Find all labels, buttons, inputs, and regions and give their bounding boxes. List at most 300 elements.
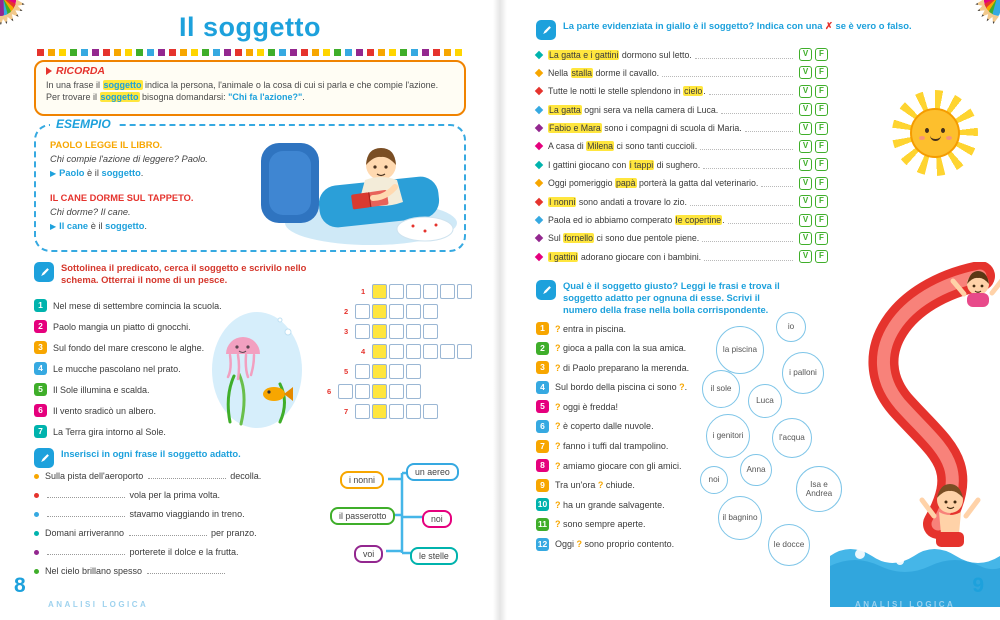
answer-blank[interactable] (148, 470, 226, 479)
sentence-item (34, 425, 239, 438)
text-segment: sono sempre aperte. (560, 519, 646, 530)
sun-cheek (919, 136, 925, 140)
grid-cell[interactable] (389, 304, 404, 319)
grid-cell[interactable] (457, 284, 472, 299)
vero-checkbox[interactable]: V (799, 232, 812, 245)
true-false-item (536, 122, 828, 135)
highlighted-text: I nonni (549, 196, 576, 207)
example-sentence-2: IL CANE DORME SUL TAPPETO. (50, 192, 194, 203)
exercise2-instruction: Inserisci in ogni frase il soggetto adatto. (61, 448, 241, 459)
esempio-text (50, 139, 255, 234)
falso-checkbox[interactable]: F (815, 140, 828, 153)
grid-cell[interactable] (389, 344, 404, 359)
exercise4-instruction: Qual è il soggetto giusto? Leggi le frasi e trova il soggetto adatto per ognuna di esse. Scrivi il numero della frase nella bolla corrispondente. (563, 280, 780, 316)
exercise1-instruction: Sottolinea il predicato, cerca il soggetto e scrivilo nello schema. Otterrai il nome di un pesce. (61, 262, 307, 286)
text-segment: oggi è fredda! (560, 401, 619, 412)
text-segment: Paola ed io abbiamo comperato (548, 215, 675, 226)
star-bullet-icon (535, 105, 543, 113)
subject-word-map (330, 455, 475, 573)
text-segment: ? (597, 480, 604, 491)
answer-blank[interactable] (47, 546, 125, 555)
dotted-leader (695, 51, 793, 59)
bullet-icon (34, 531, 39, 536)
esempio-box (34, 117, 466, 252)
answer-bubble[interactable]: Anna (740, 454, 772, 486)
text-segment: ? (576, 539, 583, 550)
text-segment: sono proprio contento. (582, 539, 675, 550)
sentence-text (555, 461, 682, 471)
text-segment: ci sono tanti cuccioli. (614, 141, 698, 152)
text-segment: se è vero o falso. (832, 20, 912, 31)
true-false-item (536, 85, 828, 98)
grid-cell[interactable] (406, 344, 421, 359)
true-false-item (536, 250, 828, 263)
text-segment: vola per la prima volta. (127, 490, 221, 500)
grid-cell[interactable] (406, 384, 421, 399)
answer-bubble[interactable]: il sole (702, 370, 740, 408)
pencil-exercise-icon (536, 280, 556, 300)
text-segment: ? (555, 323, 561, 334)
sentence-number-badge: 1 (536, 322, 549, 335)
exercise1-sentences (34, 299, 239, 446)
dotted-leader (702, 234, 793, 242)
grid-cell[interactable] (440, 344, 455, 359)
text-segment: . (140, 168, 144, 179)
text-segment: "Chi fa l'azione?" (228, 92, 303, 103)
star-bullet-icon (535, 142, 543, 150)
answer-blank[interactable] (47, 508, 125, 517)
decorative-squares-row (37, 49, 463, 56)
highlighted-text: La gatta e i gattini (549, 49, 619, 60)
answer-bubble[interactable]: le docce (768, 524, 810, 566)
arrow-icon: ▶ (50, 169, 57, 179)
fill-in-sentence (34, 546, 329, 559)
sun-smile (930, 135, 941, 141)
grid-cell[interactable] (406, 364, 421, 379)
grid-cell[interactable] (423, 344, 438, 359)
true-false-item (536, 66, 828, 79)
vero-checkbox[interactable]: V (799, 140, 812, 153)
sentence-text (45, 470, 261, 483)
text-segment: ? (555, 499, 561, 510)
falso-checkbox[interactable]: F (815, 250, 828, 263)
falso-checkbox[interactable]: F (815, 48, 828, 61)
text-segment: soggetto (100, 92, 139, 103)
sentence-text: Sul fondo del mare crescono le alghe. (53, 342, 205, 353)
underwater-illustration (210, 302, 305, 432)
fill-in-sentence (34, 565, 329, 578)
sentence-number-badge: 3 (34, 341, 47, 354)
text-segment: è coperto dalle nuvole. (560, 421, 654, 432)
esempio-label: ESEMPIO (50, 117, 117, 131)
sentence-item (34, 299, 239, 312)
text-segment: indica la persona, l'animale o la cosa di cui si parla e che compie l'azione. Per trovare il (46, 80, 439, 103)
star-bullet-icon (535, 216, 543, 224)
falso-checkbox[interactable]: F (815, 195, 828, 208)
star-bullet-icon (535, 50, 543, 58)
sentence-text (548, 141, 697, 151)
sentence-number-badge: 6 (34, 404, 47, 417)
grid-row-number: 7 (344, 407, 349, 416)
falso-checkbox[interactable]: F (815, 214, 828, 227)
answer-bubble[interactable]: l'acqua (772, 418, 812, 458)
exercise3-header (536, 20, 982, 40)
pencil-exercise-icon (536, 20, 556, 40)
text-segment: Nel cielo brillano spesso (45, 566, 145, 576)
subject-word-option[interactable]: il passerotto (330, 507, 395, 525)
grid-cell-highlight[interactable] (372, 404, 387, 419)
exercise2-sentences (34, 470, 329, 584)
vero-checkbox[interactable]: V (799, 48, 812, 61)
sentence-number-badge: 5 (34, 383, 47, 396)
ricorda-label-text: RICORDA (56, 65, 105, 77)
star-bullet-icon (535, 197, 543, 205)
subject-word-option[interactable]: un aereo (406, 463, 459, 481)
answer-bubble[interactable]: i palloni (782, 352, 824, 394)
sentence-text (555, 363, 689, 373)
text-segment: Oggi (555, 539, 577, 550)
fill-in-sentence (34, 489, 329, 502)
answer-bubble[interactable]: i genitori (706, 414, 750, 458)
sentence-number-badge: 6 (536, 420, 549, 433)
text-segment: Il cane (59, 220, 89, 231)
sentence-number-badge: 2 (536, 342, 549, 355)
grid-cell[interactable] (423, 324, 438, 339)
sun-illustration (892, 90, 978, 176)
example-answer-1-text (59, 168, 143, 178)
text-segment: amiamo giocare con gli amici. (560, 460, 682, 471)
sentence-number-badge: 8 (536, 459, 549, 472)
sentence-text: La Terra gira intorno al Sole. (53, 426, 166, 437)
text-segment: ogni sera va nella camera di Luca. (581, 104, 719, 115)
arrow-icon: ▶ (50, 221, 57, 231)
footer-section-title-left: ANALISI LOGICA (48, 600, 149, 609)
sentence-number-badge: 4 (536, 381, 549, 394)
falso-checkbox[interactable]: F (815, 85, 828, 98)
true-false-item (536, 177, 828, 190)
highlighted-text: stalla (571, 67, 593, 78)
dotted-leader (700, 142, 793, 150)
grid-cell[interactable] (389, 364, 404, 379)
sentence-text (45, 508, 245, 521)
text-segment: ✗ (825, 20, 833, 31)
text-segment: . (144, 220, 148, 231)
grid-cell[interactable] (423, 304, 438, 319)
page-right (500, 0, 1000, 620)
bullet-icon (34, 569, 39, 574)
answer-bubble[interactable]: Isa e Andrea (796, 466, 842, 512)
sentence-text: Le mucche pascolano nel prato. (53, 363, 181, 374)
text-segment: chiude. (603, 480, 635, 491)
text-segment: ha un grande salvagente. (560, 499, 665, 510)
bullet-icon (34, 512, 39, 517)
grid-cell[interactable] (389, 324, 404, 339)
subject-word-option[interactable]: le stelle (410, 547, 458, 565)
text-segment: per pranzo. (208, 528, 257, 538)
grid-cell[interactable] (406, 324, 421, 339)
crossword-grid (327, 284, 474, 424)
true-false-item (536, 140, 828, 153)
exercise3-instruction (563, 20, 912, 32)
sentence-text (548, 105, 718, 115)
sentence-text (555, 539, 674, 549)
highlighted-text: Milena (587, 141, 614, 152)
vero-checkbox[interactable]: V (799, 85, 812, 98)
text-segment: gioca a palla con la sua amica. (560, 343, 687, 354)
star-bullet-icon (535, 161, 543, 169)
text-segment: sono andati a trovare lo zio. (576, 196, 687, 207)
answer-bubble[interactable]: noi (700, 466, 728, 494)
text-segment: . (302, 92, 305, 103)
sentence-text (548, 215, 725, 225)
text-segment: sono i compagni di scuola di Maria. (601, 123, 742, 134)
text-segment: di sughero. (654, 159, 701, 170)
text-segment: ? (555, 421, 561, 432)
page-number-right: 9 (972, 574, 984, 597)
grid-row-number: 5 (344, 367, 349, 376)
pencil-exercise-icon (34, 262, 54, 282)
text-segment: Sulla pista dell'aeroporto (45, 471, 146, 481)
fill-in-sentence (34, 527, 329, 540)
dotted-leader (721, 106, 793, 114)
vero-checkbox[interactable]: V (799, 177, 812, 190)
sentence-text (548, 178, 758, 188)
example-question-1: Chi compie l'azione di leggere? Paolo. (50, 154, 208, 165)
text-segment: dorme il cavallo. (593, 67, 660, 78)
text-segment: Nella (548, 67, 571, 78)
falso-checkbox[interactable]: F (815, 158, 828, 171)
text-segment: Oggi pomeriggio (548, 178, 615, 189)
sentence-text (45, 527, 257, 540)
grid-cell[interactable] (355, 384, 370, 399)
answer-blank[interactable] (147, 565, 225, 574)
grid-cell[interactable] (423, 404, 438, 419)
sentence-text (555, 382, 687, 392)
sun-eye (925, 128, 929, 133)
text-segment: Sul (548, 233, 564, 244)
dotted-leader (745, 124, 793, 132)
vero-checkbox[interactable]: V (799, 250, 812, 263)
text-segment: ? (555, 362, 561, 373)
star-bullet-icon (535, 87, 543, 95)
bullet-icon (34, 474, 39, 479)
grid-cell[interactable] (423, 284, 438, 299)
sentence-text: Il vento sradicò un albero. (53, 405, 157, 416)
sentence-number-badge: 2 (34, 320, 47, 333)
star-bullet-icon (535, 179, 543, 187)
text-segment: è il (88, 220, 106, 231)
bullet-icon (34, 550, 39, 555)
dotted-leader (703, 161, 793, 169)
text-segment: è il (84, 168, 102, 179)
highlighted-text: i tappi (629, 159, 654, 170)
dotted-leader (662, 69, 793, 77)
highlighted-text: fornello (564, 233, 594, 244)
sentence-item (34, 320, 239, 333)
sentence-text (555, 343, 686, 353)
highlighted-text: Fabio e Mara (549, 123, 601, 134)
text-segment: porterete il dolce e la frutta. (127, 547, 239, 557)
vero-checkbox[interactable]: V (799, 214, 812, 227)
text-segment: soggetto (105, 220, 145, 231)
subject-word-option[interactable]: noi (422, 510, 452, 528)
sentence-number-badge: 5 (536, 400, 549, 413)
dotted-leader (690, 198, 793, 206)
sentence-text (555, 324, 626, 334)
bookmark-icon (46, 67, 52, 75)
highlighted-text: le copertine (675, 215, 722, 226)
text-segment: Tutte le notti le stelle splendono in (548, 86, 684, 97)
sentence-text (555, 421, 654, 431)
vero-checkbox[interactable]: V (799, 158, 812, 171)
text-segment: soggetto (101, 168, 141, 179)
sentence-text: Il Sole illumina e scalda. (53, 384, 150, 395)
subject-word-option[interactable]: voi (354, 545, 383, 563)
text-segment: . (722, 215, 725, 226)
grid-cell[interactable] (440, 284, 455, 299)
highlighted-text: cielo (684, 86, 703, 97)
grid-cell-highlight[interactable] (372, 324, 387, 339)
grid-cell[interactable] (355, 324, 370, 339)
sentence-text (548, 252, 701, 262)
grid-cell[interactable] (406, 304, 421, 319)
grid-cell[interactable] (338, 384, 353, 399)
answer-bubble[interactable]: la piscina (716, 326, 764, 374)
fill-in-sentence (34, 508, 329, 521)
sentence-text (548, 160, 700, 170)
sentence-text (548, 50, 692, 60)
falso-checkbox[interactable]: F (815, 103, 828, 116)
highlighted-text: papà (616, 178, 636, 189)
text-segment: dormono sul letto. (619, 49, 692, 60)
falso-checkbox[interactable]: F (815, 232, 828, 245)
falso-checkbox[interactable]: F (815, 66, 828, 79)
answer-bubble[interactable]: io (776, 312, 806, 342)
vero-checkbox[interactable]: V (799, 66, 812, 79)
text-segment: Paolo (59, 168, 85, 179)
vero-checkbox[interactable]: V (799, 103, 812, 116)
true-false-item (536, 232, 828, 245)
exercise2-header (34, 448, 334, 468)
example-sentence-1: PAOLO LEGGE IL LIBRO. (50, 140, 163, 150)
grid-cell[interactable] (457, 344, 472, 359)
falso-checkbox[interactable]: F (815, 122, 828, 135)
grid-cell-highlight[interactable] (372, 384, 387, 399)
page-title: Il soggetto (179, 12, 321, 42)
page-number-left: 8 (14, 574, 26, 597)
text-segment: La parte evidenziata in giallo è il soggetto? Indica con una (563, 20, 826, 31)
text-segment: stavamo viaggiando in treno. (127, 509, 245, 519)
grid-cell[interactable] (389, 384, 404, 399)
sentence-text (555, 441, 668, 451)
true-false-item (536, 195, 828, 208)
example-answer-2-text (59, 221, 147, 231)
text-segment: soggetto (103, 80, 142, 90)
grid-cell-highlight[interactable] (372, 344, 387, 359)
text-segment: A casa di (548, 141, 587, 152)
text-segment: Sul bordo della piscina ci sono (555, 382, 680, 393)
text-segment: ? (555, 460, 561, 471)
falso-checkbox[interactable]: F (815, 177, 828, 190)
sentence-text (548, 68, 659, 78)
answer-bubble[interactable]: Luca (748, 384, 782, 418)
sentence-text (555, 519, 646, 529)
sentence-text (555, 402, 618, 412)
grid-cell[interactable] (406, 284, 421, 299)
grid-cell[interactable] (389, 404, 404, 419)
highlighted-text: La gatta (549, 104, 581, 115)
text-segment: ? (679, 382, 685, 393)
star-bullet-icon (535, 234, 543, 242)
answer-blank[interactable] (47, 489, 125, 498)
sentence-item (34, 341, 239, 354)
waterslide-illustration (830, 262, 1000, 607)
grid-cell-highlight[interactable] (372, 284, 387, 299)
star-bullet-icon (535, 69, 543, 77)
grid-cell[interactable] (355, 364, 370, 379)
sentence-text (548, 197, 687, 207)
example-answer-2 (50, 220, 255, 232)
sentence-text (548, 86, 706, 96)
grid-cell-highlight[interactable] (372, 304, 387, 319)
text-segment: fanno i tuffi dal trampolino. (560, 441, 669, 452)
true-false-item (536, 214, 828, 227)
sentence-number-badge: 10 (537, 499, 548, 510)
sentence-text (45, 489, 220, 502)
star-bullet-icon (535, 253, 543, 261)
pencil-exercise-icon (34, 448, 54, 468)
text-segment: bisogna domandarsi: (139, 92, 229, 103)
answer-bubble[interactable]: il bagnino (718, 496, 762, 540)
dotted-leader (704, 253, 793, 261)
answer-blank[interactable] (129, 527, 207, 536)
dotted-leader (728, 216, 793, 224)
sentence-number-badge: 7 (536, 440, 549, 453)
text-segment: porterà la gatta dal veterinario. (636, 178, 759, 189)
text-segment: Domani arriveranno (45, 528, 127, 538)
grid-row-number: 2 (344, 307, 349, 316)
vero-checkbox[interactable]: V (799, 122, 812, 135)
grid-cell[interactable] (355, 404, 370, 419)
sun-cheek (946, 136, 952, 140)
example-question-2: Chi dorme? Il cane. (50, 206, 131, 217)
sentence-text: Nel mese di settembre comincia la scuola. (53, 300, 222, 311)
grid-cell[interactable] (389, 284, 404, 299)
grid-row-number: 6 (327, 387, 332, 396)
sentence-number-badge: 4 (34, 362, 47, 375)
grid-row-number: 3 (344, 327, 349, 336)
vero-checkbox[interactable]: V (799, 195, 812, 208)
sentence-text (45, 565, 227, 578)
ricorda-box (34, 60, 466, 116)
text-segment: adorano giocare con i bambini. (578, 251, 702, 262)
grid-row-number: 4 (361, 347, 366, 356)
subject-word-option[interactable]: i nonni (340, 471, 384, 489)
sentence-number-badge: 1 (34, 299, 47, 312)
text-segment: ci sono due pentole piene. (594, 233, 700, 244)
example-answer-1 (50, 167, 255, 179)
grid-cell[interactable] (355, 304, 370, 319)
sun-eye (941, 128, 945, 133)
fill-in-sentence (34, 470, 329, 483)
grid-row-number: 1 (361, 287, 366, 296)
grid-cell-highlight[interactable] (372, 364, 387, 379)
true-false-item (536, 158, 828, 171)
text-segment: . (703, 86, 706, 97)
grid-cell[interactable] (406, 404, 421, 419)
text-segment: ? (555, 401, 561, 412)
text-segment: I gattini giocano con (548, 159, 629, 170)
